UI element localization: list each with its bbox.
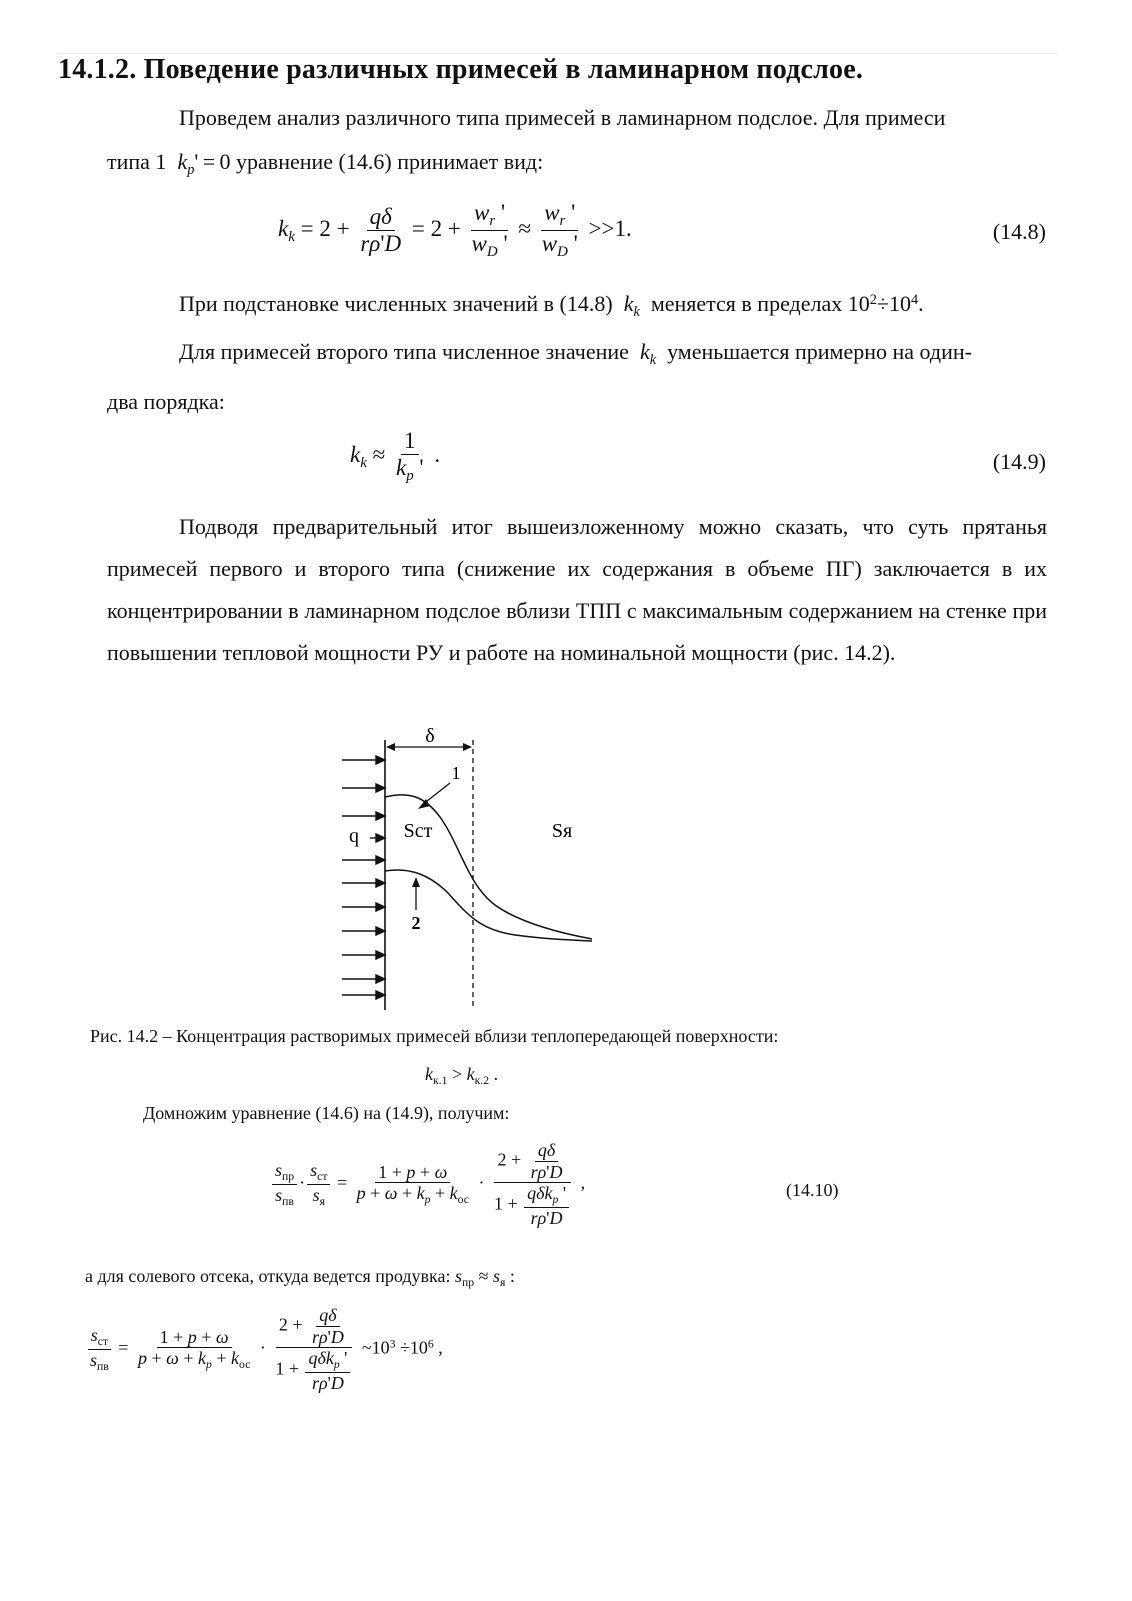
- equation-14-8: $k_k = 2$ + $\frac{q\delta}{r\rho'D}$ = 2 + $\frac{w_r '}{w_D '}$ ≈ $\frac{w_r '}{w_D '}$ >>1.: [278, 200, 632, 261]
- section-heading: 14.1.2. Поведение различных примесей в ламинарном подслое.: [58, 54, 864, 85]
- curve-2-pointer-head: [412, 877, 420, 887]
- figure-14-2: [330, 725, 610, 1015]
- delta-label: δ: [425, 725, 435, 747]
- equation-number-14-9: (14.9): [992, 449, 1046, 474]
- paragraph-3-line-2: два порядка:: [107, 389, 225, 414]
- paragraph-1-line-1: Проведем анализ различного типа примесей в ламинарном подслое. Для примеси: [179, 105, 946, 130]
- paragraph-2-text-a: При подстановке численных значений в (14.8): [179, 291, 613, 317]
- paragraph-2-text-b: меняется в пределах 10: [650, 291, 870, 317]
- s-core-label: Sя: [551, 820, 573, 842]
- paragraph-1-tail-text: уравнение (14.6) принимает вид:: [236, 149, 544, 174]
- curve-1-label: 1: [451, 763, 461, 783]
- paragraph-4: Подводя предварительный итог вышеизложенному можно сказать, что суть прятанья примесей первого и второго типа (снижение их содержания в объеме ПГ) заключается в их концентрировании в ламинарном подслое вблизи ТПП с максимальным содержанием на стенке при повышении тепловой мощности РУ и работе на номинальной мощности (рис. 14.2).: [107, 514, 1047, 665]
- paragraph-6-text: а для солевого отсека, откуда ведется продувка:: [85, 1266, 451, 1286]
- paragraph-2: При подстановке численных значений в (14.8) $k_k$ меняется в пределах $10^2\div 10^4$.: [179, 291, 924, 321]
- equation-number-14-10: (14.10): [786, 1180, 839, 1200]
- paragraph-3-line-1: [107, 331, 1047, 381]
- equation-number-14-8: (14.8): [992, 219, 1046, 244]
- paragraph-1-line-2: [107, 141, 1047, 191]
- caption-formula: $k_{к.1} > k_{к.2}$ .: [425, 1064, 499, 1088]
- figure-caption: Рис. 14.2 – Концентрация растворимых примесей вблизи теплопередающей поверхности:: [90, 1026, 779, 1046]
- delta-arrow-right: [463, 743, 472, 751]
- paragraph-5: Домножим уравнение (14.6) на (14.9), получим:: [143, 1103, 510, 1123]
- delta-arrow-left: [386, 743, 395, 751]
- spr-approx-formula: $s_{пр} \approx s_я$ :: [454, 1266, 515, 1290]
- equation-salt-compartment: $\frac{s_{ст}}{s_{пв}}$ = $\frac{1 + p + \omega}{p + \omega + k_p + k_{ос}}$ · 2 + $\frac{q\delta}{r\rho'D}$ 1 + $\frac{q\delta k_p '}{r\rho'D}$ $\sim 10^3 \div 10^6$ ,: [85, 1305, 443, 1394]
- heat-flux-arrows: [342, 756, 385, 999]
- s-wall-label: Sст: [403, 820, 433, 842]
- kk-symbol: $k_k$: [623, 291, 640, 321]
- paragraph-3-text-b: уменьшается примерно на один-: [667, 339, 972, 364]
- equation-14-10: $\frac{s_{пр}}{s_{пв}}$ · $\frac{s_{ст}}{s_я}$ = $\frac{1 + p + \omega}{p + \omega + k_p + k_{ос}}$ · 2 + $\frac{q\delta}{r\rho'D}$ 1 + $\frac{q\delta k_p '}{r\rho'D}$ ,: [270, 1140, 585, 1229]
- paragraph-6: [85, 1266, 515, 1289]
- paragraph-1-type-text: типа 1: [107, 149, 167, 174]
- q-label: q: [349, 825, 359, 847]
- kp-zero-formula: $k_p' = 0$: [177, 149, 237, 178]
- equation-14-9: $k_k$ ≈ $\frac{1}{k_p '}$ .: [350, 428, 441, 485]
- paragraph-3-text-a: Для примесей второго типа численное значение: [179, 339, 629, 364]
- curve-2-label: 2: [411, 913, 421, 933]
- kk-symbol-2: $k_k$: [639, 339, 657, 368]
